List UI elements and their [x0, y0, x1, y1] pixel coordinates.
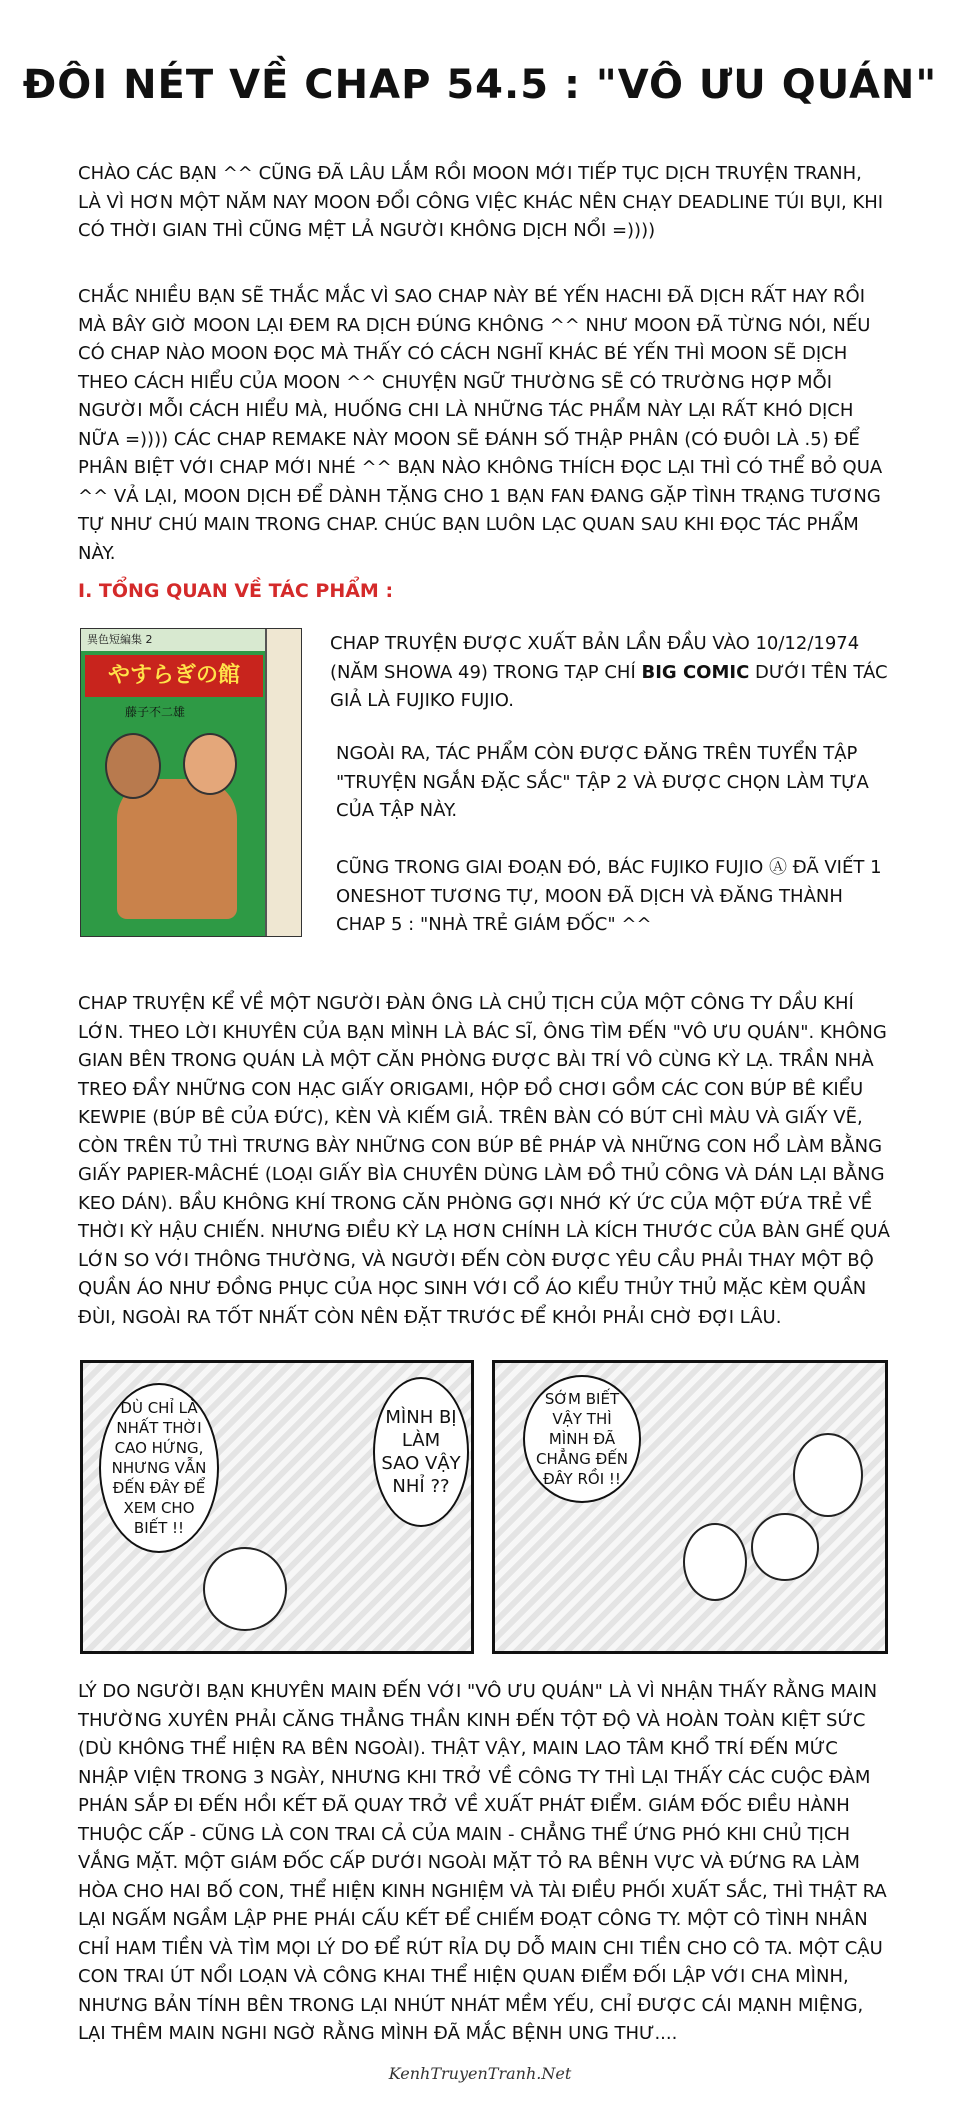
page-title: ĐÔI NÉT VỀ CHAP 54.5 : "VÔ ƯU QUÁN" — [22, 62, 938, 108]
speech-bubble: MÌNH BỊ LÀM SAO VẬY NHỈ ?? — [373, 1377, 469, 1527]
manga-panel-right — [492, 1360, 888, 1654]
magazine-name: BIG COMIC — [641, 661, 750, 683]
cover-hand-illustration — [117, 779, 237, 919]
paper-tiger — [751, 1513, 819, 1581]
toy-cat — [793, 1433, 863, 1517]
publication-text-before: CHAP TRUYỆN ĐƯỢC XUẤT BẢN LẦN ĐẦU VÀO 10/12/1974 (NĂM SHOWA 49) TRONG TẠP CHÍ — [330, 633, 860, 683]
panel-figure — [203, 1547, 287, 1631]
explanation-paragraph: CHẮC NHIỀU BẠN SẼ THẮC MẮC VÌ SAO CHAP NÀY BÉ YẾN HACHI ĐÃ DỊCH RẤT HAY RỒI MÀ BÂY GIỜ MOON LẠI ĐEM RA DỊCH ĐÚNG KHÔNG ^^ NHƯ MOON ĐÃ TỪNG NÓI, NẾU CÓ CHAP NÀO MOON ĐỌC MÀ THẤY CÓ CÁCH NGHĨ KHÁC BÉ YẾN THÌ MOON SẼ DỊCH THEO CÁCH HIỂU CỦA MOON ^^ CHUYỆN NGỮ THƯỜNG SẼ CÓ TRƯỜNG HỢP MỖI NGƯỜI MỖI CÁCH HIỂU MÀ, HUỐNG CHI LÀ NHỮNG TÁC PHẨM NÀY LẠI RẤT KHÓ DỊCH NỮA =)))) CÁC CHAP REMAKE NÀY MOON SẼ ĐÁNH SỐ THẬP PHÂN (CÓ ĐUÔI LÀ .5) ĐỂ PHÂN BIỆT VỚI CHAP MỚI NHÉ ^^ BẠN NÀO KHÔNG THÍCH ĐỌC LẠI THÌ CÓ THỂ BỎ QUA ^^ VẢ LẠI, MOON DỊCH ĐỂ DÀNH TẶNG CHO 1 BẠN FAN ĐANG GẶP TÌNH TRẠNG TƯƠNG TỰ NHƯ CHÚ MAIN TRONG CHAP. CHÚC BẠN LUÔN LẠC QUAN SAU KHI ĐỌC TÁC PHẨM NÀY. — [78, 286, 883, 564]
intro-paragraph: CHÀO CÁC BẠN ^^ CŨNG ĐÃ LÂU LẮM RỒI MOON MỚI TIẾP TỤC DỊCH TRUYỆN TRANH, LÀ VÌ HƠN MỘT NĂM NAY MOON ĐỔI CÔNG VIỆC KHÁC NÊN CHẠY DEADLINE TÚI BỤI, KHI CÓ THỜI GIAN THÌ CŨNG MỆT LẢ NGƯỜI KHÔNG DỊCH NỔI =)))) — [78, 163, 884, 241]
publication-text-after: DƯỚI TÊN TÁC GIẢ LÀ FUJIKO FUJIO. — [330, 661, 888, 711]
manga-panels — [80, 1360, 888, 1650]
cover-spine — [265, 629, 301, 936]
reason-paragraph: LÝ DO NGƯỜI BẠN KHUYÊN MAIN ĐẾN VỚI "VÔ ƯU QUÁN" LÀ VÌ NHẬN THẤY RẰNG MAIN THƯỜNG XUYÊN PHẢI CĂNG THẲNG THẦN KINH ĐẾN TỘT ĐỘ VÀ HOÀN TOÀN KIỆT SỨC (DÙ KHÔNG THỂ HIỆN RA BÊN NGOÀI). THẬT VẬY, MAIN LAO TÂM KHỔ TRÍ ĐẾN MỨC NHẬP VIỆN TRONG 3 NGÀY, NHƯNG KHI TRỞ VỀ CÔNG TY THÌ LẠI THẤY CÁC CUỘC ĐÀM PHÁN SẮP ĐI ĐẾN HỒI KẾT ĐÃ QUAY TRỞ VỀ XUẤT PHÁT ĐIỂM. GIÁM ĐỐC ĐIỀU HÀNH THUỘC CẤP - CŨNG LÀ CON TRAI CẢ CỦA MAIN - CHẲNG THỂ ỨNG PHÓ KHI CHỦ TỊCH VẮNG MẶT. MỘT GIÁM ĐỐC CẤP DƯỚI NGOÀI MẶT TỎ RA BÊNH VỰC VÀ ĐỨNG RA LÀM HÒA CHO HAI BỐ CON, THỂ HIỆN KINH NGHIỆM VÀ TÀI ĐIỀU PHỐI XUẤT SẮC, THÌ THẬT RA LẠI NGẤM NGẦM LẬP PHE PHÁI CẤU KẾT ĐỂ CHIẾM ĐOẠT CÔNG TY. MỘT CÔ TÌNH NHÂN CHỈ HAM TIỀN VÀ TÌM MỌI LÝ DO ĐỂ RÚT RỈA DỤ DỖ MAIN CHI TIỀN CHO CÔ TA. MỘT CẬU CON TRAI ÚT NỔI LOẠN VÀ CÔNG KHAI THỂ HIỆN QUAN ĐIỂM ĐỐI LẬP VỚI CHA MÌNH, NHƯNG BẢN TÍNH BÊN TRONG LẠI NHÚT NHÁT MỀM YẾU, CHỈ ĐƯỢC CÁI MẠNH MIỆNG, LẠI THÊM MAIN NGHI NGỜ RẰNG MÌNH ĐÃ MẮC BỆNH UNG THƯ.... — [78, 1681, 887, 2044]
book-cover-image — [80, 628, 302, 937]
section-heading-overview: I. TỔNG QUAN VỀ TÁC PHẨM : — [78, 580, 394, 602]
oneshot-info: CŨNG TRONG GIAI ĐOẠN ĐÓ, BÁC FUJIKO FUJIO Ⓐ ĐÃ VIẾT 1 ONESHOT TƯƠNG TỰ, MOON ĐÃ DỊCH VÀ ĐĂNG THÀNH CHAP 5 : "NHÀ TRẺ GIÁM ĐỐC" ^^ — [336, 857, 882, 935]
publication-info — [330, 630, 890, 716]
cover-title: やすらぎの館 — [85, 655, 263, 697]
summary-paragraph: CHAP TRUYỆN KỂ VỀ MỘT NGƯỜI ĐÀN ÔNG LÀ CHỦ TỊCH CỦA MỘT CÔNG TY DẦU KHÍ LỚN. THEO LỜI KHUYÊN CỦA BẠN MÌNH LÀ BÁC SĨ, ÔNG TÌM ĐẾN "VÔ ƯU QUÁN". KHÔNG GIAN BÊN TRONG QUÁN LÀ MỘT CĂN PHÒNG ĐƯỢC BÀI TRÍ VÔ CÙNG KỲ LẠ. TRẦN NHÀ TREO ĐẦY NHỮNG CON HẠC GIẤY ORIGAMI, HỘP ĐỒ CHƠI GỒM CÁC CON BÚP BÊ KIỂU KEWPIE (BÚP BÊ CỦA ĐỨC), KÈN VÀ KIẾM GIẢ. TRÊN BÀN CÓ BÚT CHÌ MÀU VÀ GIẤY VẼ, CÒN TRÊN TỦ THÌ TRƯNG BÀY NHỮNG CON BÚP BÊ PHÁP VÀ NHỮNG CON HỔ LÀM BẰNG GIẤY PAPIER-MÂCHÉ (LOẠI GIẤY BÌA CHUYÊN DÙNG LÀM ĐỒ THỦ CÔNG VÀ DÁN LẠI BẰNG KEO DÁN). BẦU KHÔNG KHÍ TRONG CĂN PHÒNG GỢI NHỚ KÝ ỨC CỦA MỘT ĐỨA TRẺ VỀ THỜI KỲ HẬU CHIẾN. NHƯNG ĐIỀU KỲ LẠ HƠN CHÍNH LÀ KÍCH THƯỚC CỦA BÀN GHẾ QUÁ LỚN SO VỚI THÔNG THƯỜNG, VÀ NGƯỜI ĐẾN CÒN ĐƯỢC YÊU CẦU PHẢI THAY MỘT BỘ QUẦN ÁO NHƯ ĐỒNG PHỤC CỦA HỌC SINH VỚI CỔ ÁO KIỂU THỦY THỦ MẶC KÈM QUẦN ĐÙI, NGOÀI RA TỐT NHẤT CÒN NÊN ĐẶT TRƯỚC ĐỂ KHỎI PHẢI CHỜ ĐỢI LÂU. — [78, 993, 890, 1328]
cover-series-label: 異色短編集 2 — [81, 629, 269, 651]
speech-bubble: SỚM BIẾT VẬY THÌ MÌNH ĐÃ CHẲNG ĐẾN ĐÂY RỒI !! — [523, 1375, 641, 1503]
speech-bubble: DÙ CHỈ LÀ NHẤT THỜI CAO HỨNG, NHƯNG VẪN ĐẾN ĐÂY ĐỂ XEM CHO BIẾT !! — [99, 1383, 219, 1553]
anthology-info: NGOÀI RA, TÁC PHẨM CÒN ĐƯỢC ĐĂNG TRÊN TUYỂN TẬP "TRUYỆN NGẮN ĐẶC SẮC" TẬP 2 VÀ ĐƯỢC CHỌN LÀM TỰA CỦA TẬP NÀY. — [336, 743, 869, 821]
manga-panel-left — [80, 1360, 474, 1654]
site-watermark: KenhTruyenTranh.Net — [388, 2064, 572, 2083]
cover-author: 藤子不二雄 — [125, 705, 186, 719]
cover-man-head — [105, 733, 161, 799]
cover-child-head — [183, 733, 237, 795]
daruma-doll — [683, 1523, 747, 1601]
